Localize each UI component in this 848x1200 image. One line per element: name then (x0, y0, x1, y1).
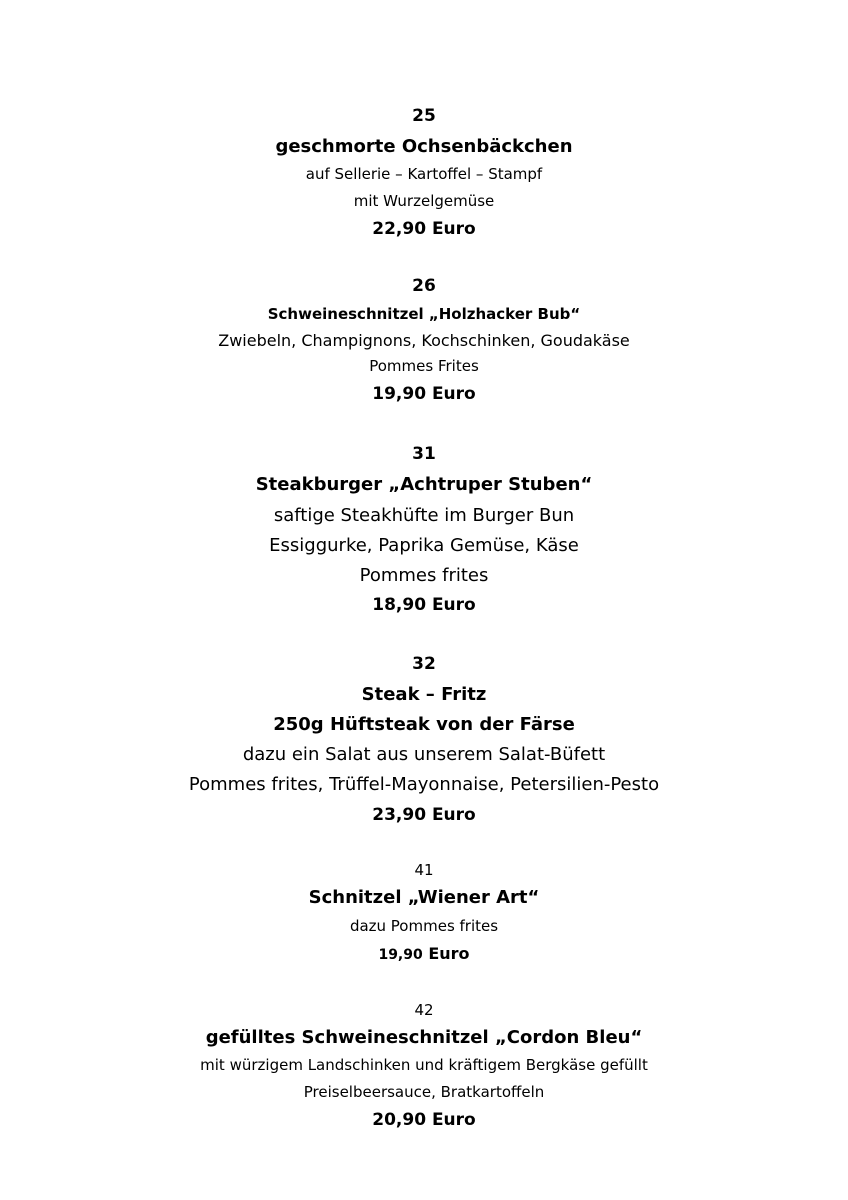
item-description-line: saftige Steakhüfte im Burger Bun (273, 505, 575, 526)
item-subname: 250g Hüftsteak von der Färse (273, 714, 575, 735)
item-price: 19,90 Euro (372, 384, 476, 404)
item-description-line: mit würzigem Landschinken und kräftigem Bergkäse gefüllt (200, 1056, 648, 1074)
item-number: 31 (412, 444, 436, 464)
item-price: 23,90 Euro (372, 805, 476, 825)
item-name: Schnitzel „Wiener Art“ (308, 887, 540, 908)
item-price-amount: 19,90 (378, 947, 423, 963)
item-number: 32 (412, 654, 436, 674)
item-number: 25 (412, 106, 436, 126)
item-description-line: auf Sellerie – Kartoffel – Stampf (305, 165, 543, 183)
item-name: geschmorte Ochsenbäckchen (275, 136, 573, 157)
item-name: gefülltes Schweineschnitzel „Cordon Bleu“ (205, 1027, 643, 1048)
item-description-line: Essiggurke, Paprika Gemüse, Käse (269, 535, 579, 556)
item-description-line: mit Wurzelgemüse (353, 192, 495, 210)
item-description-line: dazu ein Salat aus unserem Salat-Büfett (242, 744, 606, 765)
item-description-line: Pommes frites, Trüffel-Mayonnaise, Petersilien-Pesto (188, 774, 660, 795)
item-price: 20,90 Euro (372, 1110, 476, 1130)
item-number: 26 (412, 276, 436, 296)
item-name: Steakburger „Achtruper Stuben“ (255, 474, 593, 495)
item-price (0, 946, 848, 962)
item-description-line: Preiselbeersauce, Bratkartoffeln (303, 1083, 545, 1101)
item-number: 42 (414, 1001, 434, 1019)
item-price: 18,90 Euro (372, 595, 476, 615)
item-description-line: dazu Pommes frites (349, 917, 499, 935)
item-price: 22,90 Euro (372, 219, 476, 239)
item-description-line: Pommes Frites (369, 357, 479, 375)
item-number: 41 (414, 861, 434, 879)
item-name: Steak – Fritz (361, 684, 487, 705)
item-description-line: Pommes frites (359, 565, 489, 586)
item-name: Schweineschnitzel „Holzhacker Bub“ (267, 305, 581, 323)
item-description-line: Zwiebeln, Champignons, Kochschinken, Goudakäse (218, 331, 630, 350)
item-price-currency: Euro (428, 944, 470, 963)
